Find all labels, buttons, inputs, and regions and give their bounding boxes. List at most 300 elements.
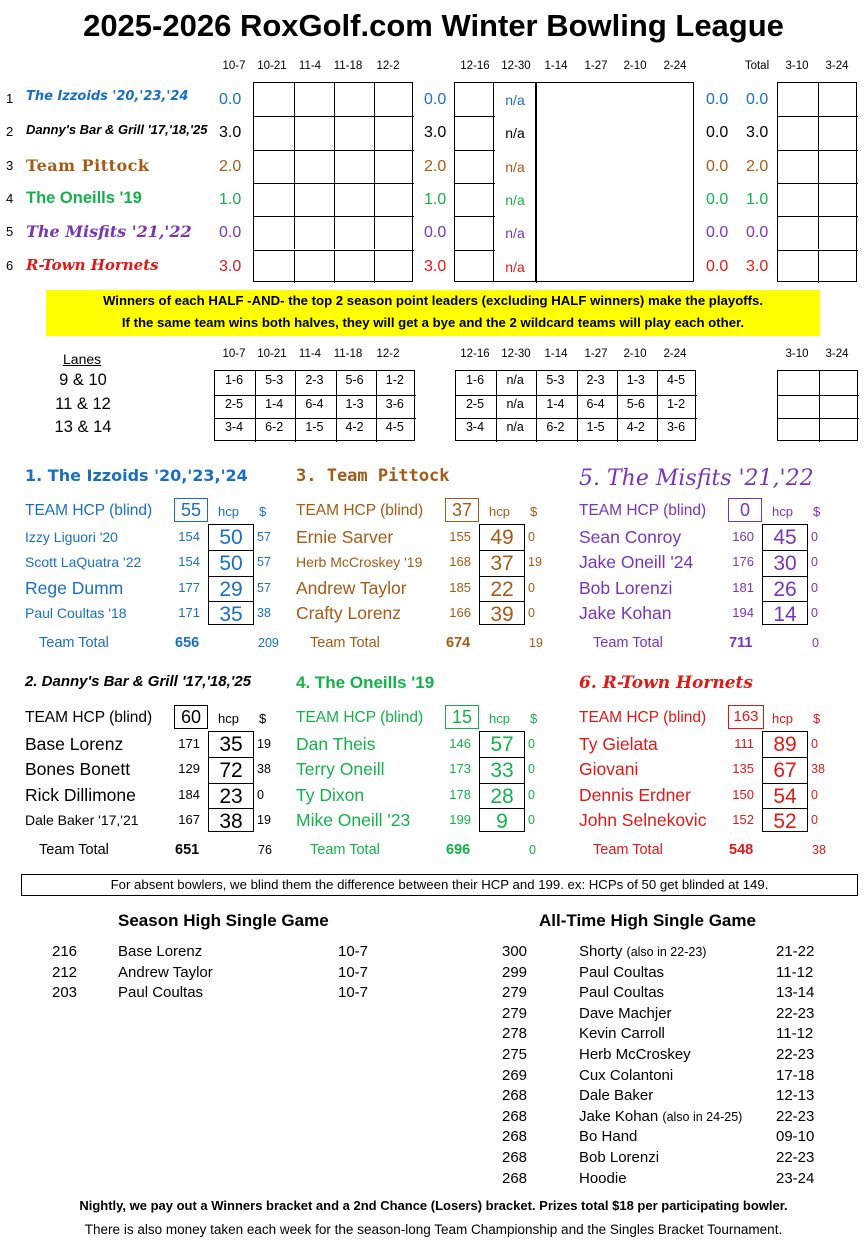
matchup: 2-3 [305,373,324,387]
season-total: 0.0 [746,91,769,108]
player-average: 185 [449,579,471,595]
team-hcp-label: TEAM HCP (blind) [579,709,707,726]
lane-pair: 11 & 12 [55,394,111,413]
player-money: 0 [528,762,535,777]
lane-cell [778,395,819,419]
season: 22-23 [776,1149,815,1166]
team-total: 711 [729,635,753,652]
date-header: 10-21 [257,60,287,72]
grid-cell [818,250,858,283]
score: 216 [52,943,78,960]
grid-cell [254,116,294,149]
bowler-name: Cux Colantoni [579,1066,674,1084]
player-name: Andrew Taylor [296,577,407,598]
player-money: 0 [528,737,535,751]
player-hcp: 22 [479,576,525,602]
bowler-name: Bo Hand [579,1128,638,1146]
hcp-column-label: hcp [772,711,793,726]
team-money-total: 209 [258,636,279,651]
matchup: 4-2 [626,420,645,434]
season: 23-24 [776,1169,815,1187]
bowler-name: Bob Lorenzi [579,1149,660,1166]
score: 279 [502,984,528,1002]
half1-week1-points: 2.0 [219,157,242,175]
total-header: Total [744,60,770,72]
team-number: 3 [6,157,14,173]
player-average: 150 [732,786,754,802]
half2-week2: n/a [505,225,525,242]
score: 268 [502,1169,528,1187]
team-roster-title: 3. Team Pittock [296,466,450,486]
grid-cell [254,83,294,116]
half1-total: 0.0 [424,224,447,242]
date-header: 2-10 [623,60,647,72]
season-total: 2.0 [746,157,769,175]
season-total: 0.0 [746,224,769,242]
bowler-entry [579,943,706,960]
score: 269 [502,1066,528,1084]
player-money: 57 [257,555,271,570]
grid-cell [374,83,414,116]
lane-pair: 13 & 14 [54,418,112,436]
team-hcp-box: 37 [445,498,479,522]
player-hcp: 67 [762,757,808,783]
date-header: 10-7 [222,348,246,360]
bowler-entry [579,1087,653,1104]
grid-cell [334,83,374,116]
team-number: 5 [6,224,14,240]
player-hcp: 35 [219,733,243,756]
player-average: 181 [732,579,754,595]
player-money: 0 [528,787,535,802]
season: 13-14 [776,984,815,1002]
player-money: 57 [257,530,271,544]
player-name: Ernie Sarver [296,527,394,547]
player-average: 194 [732,604,754,620]
half1-total: 2.0 [424,157,447,175]
half1-week1-points: 1.0 [219,190,242,208]
team-total-label: Team Total [593,842,663,859]
matchup: 1-5 [305,420,324,434]
team-hcp-box: 15 [445,705,479,729]
half1-week1-points: 0.0 [219,91,242,108]
half1-total: 3.0 [424,257,447,275]
matchup: 2-5 [224,396,244,411]
team-hcp-label: TEAM HCP (blind) [296,709,424,726]
date-header: 2-10 [623,348,647,360]
team-roster-title: 1. The Izzoids '20,'23,'24 [25,466,248,485]
matchup: 4-2 [345,420,364,434]
matchup: n/a [506,420,524,434]
team-money-total: 0 [812,636,819,651]
half1-week1-points: 3.0 [219,257,242,275]
bowler-note: (also in 22-23) [626,945,707,959]
team-total: 548 [729,842,754,859]
grid-cell [254,183,294,216]
date-header: 2-24 [663,348,687,360]
team-hcp-box: 163 [728,705,764,729]
date-header: 1-27 [584,348,608,360]
team-money-total: 0 [529,843,536,858]
player-hcp: 54 [762,783,808,809]
player-name: Terry Oneill [296,759,385,780]
bowler-name: Base Lorenz [118,943,203,960]
score: 268 [502,1107,528,1125]
player-average: 177 [178,579,200,595]
half1-week1-points: 0.0 [219,224,242,242]
player-hcp: 33 [479,757,525,783]
team-money-total: 38 [812,843,826,858]
date-header: 3-24 [825,60,849,72]
half1-week1-points: 3.0 [219,124,242,142]
game-date: 10-7 [338,963,369,981]
player-average: 155 [449,529,471,544]
season: 09-10 [776,1128,815,1146]
grid-cell [334,116,374,149]
grid-cell [778,116,818,149]
player-average: 171 [178,736,200,751]
team-roster-title: 2. Danny's Bar & Grill '17,'18,'25 [25,673,252,690]
date-header: 12-30 [501,348,531,360]
page-title: 2025-2026 RoxGolf.com Winter Bowling League [83,8,784,43]
lane-cell [778,371,819,395]
team-name: The Oneills '19 [26,188,142,207]
bowler-entry [579,1046,691,1063]
date-header: 10-7 [222,60,246,72]
matchup: 5-3 [546,373,565,387]
lanes-playoff-grid [777,370,858,441]
player-hcp: 14 [762,601,808,627]
bowler-entry [579,1108,742,1125]
season: 12-13 [776,1087,815,1105]
player-money: 0 [811,555,818,570]
bowler-name: Paul Coultas [118,984,204,1002]
half2-week2: n/a [505,258,525,275]
season: 22-23 [776,1004,815,1022]
team-roster-title: 4. The Oneills '19 [296,673,435,692]
player-name: Base Lorenz [25,734,124,754]
player-name: Dan Theis [296,734,376,754]
player-money: 38 [811,762,825,777]
footer-line-2: There is also money taken each week for the season-long Team Championship and the Singles Bracket Tournament. [84,1222,783,1237]
half2-total: 0.0 [706,257,729,275]
matchup: n/a [506,373,524,387]
bowler-name: Dale Baker [579,1087,654,1105]
team-number: 4 [6,190,14,206]
game-date: 10-7 [338,943,369,960]
grid-cell [254,150,294,183]
player-hcp: 29 [208,576,254,602]
grid-cell [334,183,374,216]
bowler-note: (also in 24-25) [662,1109,743,1124]
date-header: 3-24 [825,348,849,360]
team-name: The Izzoids '20,'23,'24 [26,89,189,104]
team-roster-title: 5. The Misfits '21,'22 [579,466,814,491]
season: 22-23 [776,1046,815,1063]
team-total: 651 [175,842,200,859]
player-name: Mike Oneill '23 [296,809,411,830]
date-header: 12-16 [460,348,490,360]
team-name: The Misfits '21,'22 [26,222,192,242]
team-total-label: Team Total [310,635,380,652]
bowler-entry [579,984,664,1001]
player-average: 171 [178,604,200,620]
bowler-name: Kevin Carroll [579,1025,665,1043]
hcp-column-label: hcp [218,504,239,519]
grid-cell [818,150,858,183]
date-header: 1-14 [544,348,568,360]
hcp-column-label: hcp [489,711,510,726]
date-header: 11-18 [333,348,363,360]
team-number: 1 [6,91,14,106]
player-name: Rick Dillimone [25,784,136,805]
notice-line-1: Winners of each HALF -AND- the top 2 season point leaders (excluding HALF winners) make the playoffs. [102,293,764,308]
player-average: 199 [449,811,471,827]
matchup: 3-6 [666,420,686,434]
player-name: Bob Lorenzi [579,577,673,598]
player-money: 38 [257,605,271,620]
matchup: 3-4 [465,420,485,434]
hcp-column-label: hcp [772,504,793,519]
team-number: 2 [6,124,14,140]
player-name: Jake Kohan [579,602,672,623]
player-money: 19 [257,737,271,751]
player-hcp: 23 [208,783,254,809]
lane-cell [819,371,860,395]
date-header: 12-30 [501,60,531,72]
player-hcp: 50 [219,526,243,549]
half2-total: 0.0 [706,224,729,242]
half2-week2: n/a [505,191,525,208]
grid-cell [294,150,334,183]
blind-note-text: For absent bowlers, we blind them the difference between their HCP and 199. ex: HCPs of 50 get blinded at 149. [110,877,769,892]
half2-total: 0.0 [706,124,729,142]
grid-cell [294,116,334,149]
grid-cell [254,216,294,249]
grid-cell [778,183,818,216]
player-money: 0 [528,605,535,620]
player-money: 0 [528,812,535,827]
hcp-column-label: hcp [218,711,239,726]
team-name: Danny's Bar & Grill '17,'18,'25 [26,122,208,138]
matchup: 6-4 [305,396,324,411]
alltime-high-title: All-Time High Single Game [539,911,756,930]
matchup: 1-3 [345,396,364,411]
lane-pair: 9 & 10 [59,371,107,389]
score: 300 [502,943,528,960]
player-money: 0 [528,580,535,595]
half1-grid [253,82,413,282]
player-name: Dale Baker '17,'21 [25,811,139,828]
money-column-label: $ [530,711,538,726]
player-money: 0 [811,530,818,544]
matchup: 1-4 [265,396,284,411]
date-header: 12-16 [460,60,490,72]
grid-cell [778,216,818,249]
date-header: 3-10 [785,348,809,360]
score: 212 [52,963,78,981]
player-average: 178 [449,786,471,802]
player-average: 168 [449,554,471,570]
money-column-label: $ [813,711,821,726]
player-money: 38 [257,762,271,777]
matchup: 3-4 [224,420,244,434]
half2-grid-a [454,82,494,282]
grid-cell [294,83,334,116]
player-name: John Selnekovic [579,809,707,830]
team-total: 656 [175,635,200,652]
team-hcp-box: 55 [174,498,208,522]
matchup: 1-5 [586,420,605,434]
player-average: 184 [178,786,200,802]
score: 275 [502,1046,528,1063]
grid-cell [334,216,374,249]
team-total-label: Team Total [593,635,663,652]
player-average: 154 [178,529,200,544]
team-hcp-label: TEAM HCP (blind) [296,502,424,519]
player-hcp: 38 [208,808,254,834]
player-name: Scott LaQuatra '22 [25,554,142,571]
team-total-label: Team Total [39,635,109,652]
player-hcp: 49 [490,526,514,549]
matchup: n/a [506,396,524,411]
player-hcp: 57 [490,733,514,756]
score: 299 [502,963,528,981]
date-header: 10-21 [257,348,287,360]
team-name: R-Town Hornets [26,255,159,274]
date-header: 3-10 [785,60,809,72]
lanes-header: Lanes [63,351,102,367]
player-name: Izzy Liguori '20 [25,529,118,545]
lane-cell [819,395,860,419]
player-money: 0 [811,605,818,620]
grid-cell [374,216,414,249]
grid-cell [455,150,495,183]
player-name: Dennis Erdner [579,784,691,805]
player-hcp: 26 [762,576,808,602]
money-column-label: $ [259,504,267,519]
footer-line-1: Nightly, we pay out a Winners bracket and a 2nd Chance (Losers) bracket. Prizes total $18 per participating bowler. [79,1198,788,1213]
team-total: 674 [446,635,471,652]
season: 11-12 [776,1025,814,1043]
season-total: 1.0 [746,190,769,208]
matchup: 1-6 [224,373,244,387]
grid-cell [455,183,495,216]
player-name: Ty Gielata [579,734,658,754]
matchup: 4-5 [385,420,404,434]
half2-total: 0.0 [706,91,729,108]
player-name: Giovani [579,759,639,780]
blind-note-box [21,874,858,896]
bowler-name: Paul Coultas [579,963,665,981]
grid-cell [778,150,818,183]
team-money-total: 76 [258,843,272,858]
date-header: 2-24 [663,60,687,72]
grid-cell [818,216,858,249]
grid-cell [818,116,858,149]
player-name: Herb McCroskey '19 [296,554,423,571]
team-money-total: 19 [529,636,543,651]
date-header: 11-18 [333,60,363,72]
matchup: 4-5 [666,373,686,387]
player-average: 152 [732,811,754,827]
grid-cell [374,183,414,216]
half2-week2: n/a [505,92,525,108]
player-money: 19 [257,812,271,827]
matchup: 3-6 [385,396,404,411]
player-money: 0 [811,787,818,802]
team-hcp-label: TEAM HCP (blind) [25,709,153,726]
team-hcp-label: TEAM HCP (blind) [25,502,153,519]
half2-total: 0.0 [706,157,729,175]
score: 203 [52,984,78,1002]
season-total: 3.0 [746,124,769,142]
grid-cell [254,250,294,283]
lane-cell [819,418,860,442]
player-money: 0 [528,530,535,544]
matchup: 5-6 [626,396,645,411]
grid-cell [778,83,818,116]
bowler-name: Herb McCroskey [579,1046,691,1063]
player-name: Ty Dixon [296,784,365,805]
bowler-name: Andrew Taylor [118,963,213,981]
bowler-entry [579,1170,627,1187]
half2-week2: n/a [505,158,525,175]
matchup: 1-3 [626,373,645,387]
player-name: Jake Oneill '24 [579,552,694,573]
date-header: 12-2 [376,60,400,72]
player-hcp: 52 [762,808,808,834]
playoff-notice [46,290,820,336]
player-hcp: 50 [208,550,254,576]
score: 268 [502,1149,528,1166]
grid-cell [374,116,414,149]
matchup: 1-2 [666,396,686,411]
player-hcp: 72 [208,757,254,783]
team-name: Team Pittock [26,155,150,175]
notice-line-2: If the same team wins both halves, they will get a bye and the 2 wildcard teams will play each other. [121,315,745,330]
player-hcp: 9 [479,808,525,834]
player-money: 19 [528,555,542,570]
player-average: 111 [734,736,754,751]
team-total-label: Team Total [310,842,380,859]
half1-total: 3.0 [424,124,447,142]
bowler-name: Dave Machjer [579,1004,672,1022]
bowler-entry [579,1005,672,1022]
money-column-label: $ [259,711,267,726]
money-column-label: $ [530,504,538,519]
bowler-name: Hoodie [579,1169,627,1187]
bowler-name: Jake Kohan [579,1107,659,1125]
grid-cell [334,250,374,283]
player-average: 154 [178,554,200,570]
score: 279 [502,1004,528,1022]
grid-cell [778,250,818,283]
season-high-title: Season High Single Game [118,911,329,930]
grid-cell [455,216,495,249]
grid-cell [455,83,495,116]
matchup: 2-3 [586,373,605,387]
matchup: 5-6 [345,373,364,387]
matchup: 1-4 [546,396,565,411]
player-hcp: 35 [208,601,254,627]
grid-cell [374,250,414,283]
player-average: 129 [178,761,200,777]
grid-cell [294,183,334,216]
team-total: 696 [446,842,471,859]
grid-cell [818,183,858,216]
player-average: 146 [449,736,471,751]
